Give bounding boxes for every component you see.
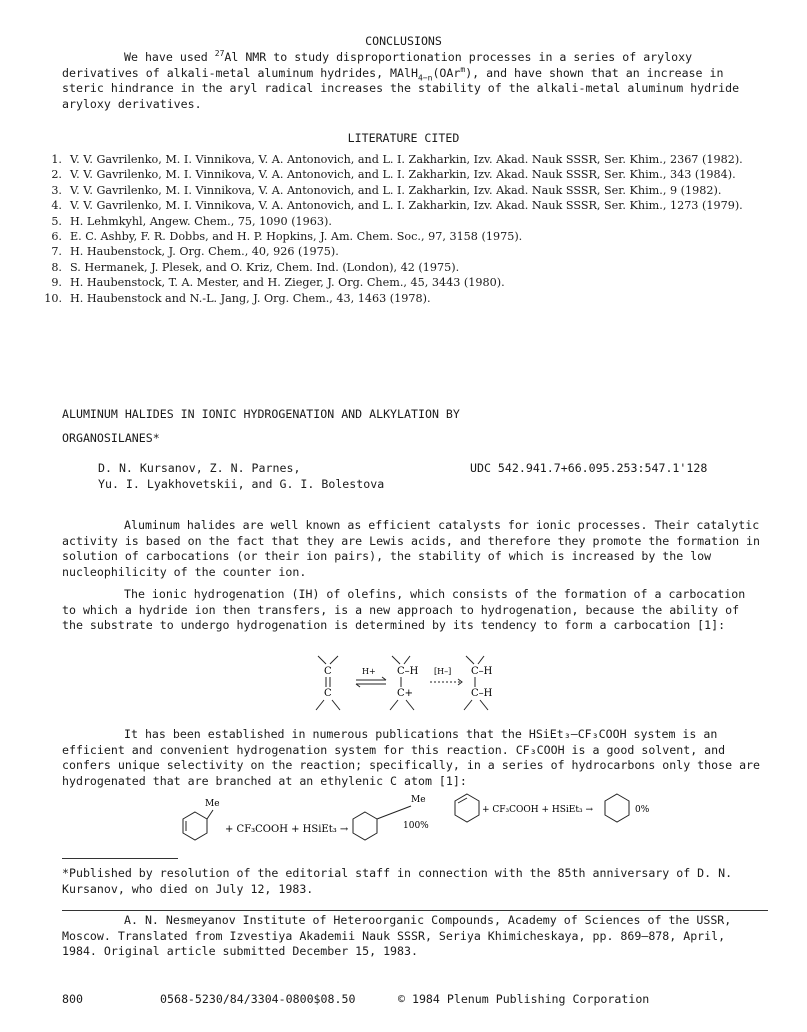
atom-label: C+ — [397, 688, 414, 699]
reference-item: 5. H. Lehmkyhl, Angew. Chem., 75, 1090 (1963). — [51, 214, 332, 228]
reference-item: 4. V. V. Gavrilenko, M. I. Vinnikova, V. A. Antonovich, and L. I. Zakharkin, Izv. Akad. Nauk SSSR, Ser. Khim., 1273 (1979). — [51, 199, 743, 213]
atom-label: C–H — [471, 688, 493, 699]
literature-heading: LITERATURE CITED — [347, 131, 460, 145]
footnote-rule — [62, 858, 178, 859]
atom-label: C — [324, 688, 332, 699]
bond-line — [392, 656, 400, 664]
methyl-label: Me — [205, 799, 220, 809]
article-title-line1: ALUMINUM HALIDES IN IONIC HYDROGENATION AND ALKYLATION BY — [62, 407, 460, 421]
bond-line — [318, 656, 326, 664]
bond-line — [207, 810, 213, 819]
cyclohexane-ring — [353, 812, 377, 840]
footnote-text: *Published by resolution of the editorial staff in connection with the 85th anniversary of D. N. Kursanov, who died on July 12, 1983. — [62, 866, 733, 896]
bond-line — [480, 700, 488, 710]
cyclohexane-ring — [605, 794, 629, 822]
affiliation-text: A. N. Nesmeyanov Institute of Heteroorganic Compounds, Academy of Sciences of the USSR, Moscow. Translated from Izvestiya Akademii Nauk SSSR, Seriya Khimicheskaya, pp. 869–878, April, 1984. Original article submitted December 15, 1983. — [62, 913, 732, 959]
paragraph-hsiet3-system: It has been established in numerous publications that the HSiEt₃–CF₃COOH system is an efficient and convenient hydrogenation system for this reaction. CF₃COOH is a good solvent, and confers unique selectivity on the reaction; specifically, in a series of hydrocarbons only those are hydrogenated that are branched at an ethylenic C atom [1]: — [62, 727, 761, 788]
issn-code: 0568-5230/84/3304-0800$08.50 — [160, 992, 356, 1006]
authors-line1: D. N. Kursanov, Z. N. Parnes, — [98, 461, 301, 475]
arrow-label: H+ — [362, 667, 376, 676]
hydrogenation-scheme — [300, 652, 530, 716]
conclusions-paragraph: We have used $^{27}$Al NMR to study disproportionation processes in a series of aryloxy derivatives of alkali-metal aluminum hydrides, MAlH$_{4-n}$(OAr$^m$), and have shown that an increase in steric hindrance in the aryl radical increases the stability of the alkali-metal aluminum hydride aryloxy derivatives. — [62, 49, 740, 111]
cyclohexene-ring — [183, 812, 207, 840]
copyright-notice: © 1984 Plenum Publishing Corporation — [398, 992, 650, 1006]
bond-line — [464, 700, 472, 710]
authors-line2: Yu. I. Lyakhovetskii, and G. I. Bolestova — [98, 477, 385, 491]
reagents-label: + CF₃COOH + HSiEt₃ → — [482, 805, 593, 815]
reference-list — [34, 152, 764, 306]
reference-item: 6. E. C. Ashby, F. R. Dobbs, and H. P. Hopkins, J. Am. Chem. Soc., 97, 3158 (1975). — [51, 230, 523, 244]
bond-line — [332, 700, 340, 710]
bond-line — [478, 656, 484, 664]
selectivity-scheme — [165, 790, 665, 852]
bond-line — [404, 656, 410, 664]
bond-line — [466, 656, 474, 664]
bond-line — [390, 700, 398, 710]
reagents-label: + CF₃COOH + HSiEt₃ → — [225, 824, 349, 835]
bond-line — [406, 700, 414, 710]
yield-label: 0% — [635, 805, 650, 815]
bond-line — [377, 806, 411, 819]
page-number: 800 — [62, 992, 83, 1006]
reference-item: 8. S. Hermanek, J. Plesek, and O. Kriz, Chem. Ind. (London), 42 (1975). — [51, 260, 460, 274]
affiliation-rule — [62, 910, 768, 911]
udc-code: UDC 542.941.7+66.095.253:547.1'128 — [470, 461, 708, 475]
paragraph-ionic-hydrogenation: The ionic hydrogenation (IH) of olefins, which consists of the formation of a carbocation to which a hydride ion then transfers, is a new approach to hydrogenation, because the ability of the substrate to undergo hydrogenation is determined by its tendency to form a carbocation [1]: — [62, 587, 746, 633]
reference-item: 1. V. V. Gavrilenko, M. I. Vinnikova, V. A. Antonovich, and L. I. Zakharkin, Izv. Akad. Nauk SSSR, Ser. Khim., 2367 (1982). — [51, 153, 743, 166]
methyl-label: Me — [411, 795, 426, 805]
reference-item: 7. H. Haubenstock, J. Org. Chem., 40, 926 (1975). — [51, 245, 339, 259]
yield-label: 100% — [403, 821, 429, 831]
paragraph-intro: Aluminum halides are well known as efficient catalysts for ionic processes. Their catalytic activity is based on the fact that they are Lewis acids, and therefore they promote the formation in solution of carbocations (or their ion pairs), the stability of which is increased by the low nucleophilicity of the counter ion. — [62, 518, 761, 579]
reference-item: 2. V. V. Gavrilenko, M. I. Vinnikova, V. A. Antonovich, and L. I. Zakharkin, Izv. Akad. Nauk SSSR, Ser. Khim., 343 (1984). — [51, 168, 736, 182]
atom-label: C–H — [471, 666, 493, 677]
atom-label: C — [324, 666, 332, 677]
arrow-label: [H–] — [434, 667, 452, 676]
conclusions-heading: CONCLUSIONS — [365, 34, 442, 48]
reference-item: 9. H. Haubenstock, T. A. Mester, and H. Zieger, J. Org. Chem., 45, 3443 (1980). — [51, 276, 505, 290]
reference-item: 10. H. Haubenstock and N.-L. Jang, J. Org. Chem., 43, 1463 (1978). — [44, 291, 431, 305]
reference-item: 3. V. V. Gavrilenko, M. I. Vinnikova, V. A. Antonovich, and L. I. Zakharkin, Izv. Akad. Nauk SSSR, Ser. Khim., 9 (1982). — [51, 183, 722, 197]
article-title-line2: ORGANOSILANES* — [62, 431, 160, 445]
atom-label: C–H — [397, 666, 419, 677]
bond-line — [316, 700, 324, 710]
bond-line — [330, 656, 338, 664]
